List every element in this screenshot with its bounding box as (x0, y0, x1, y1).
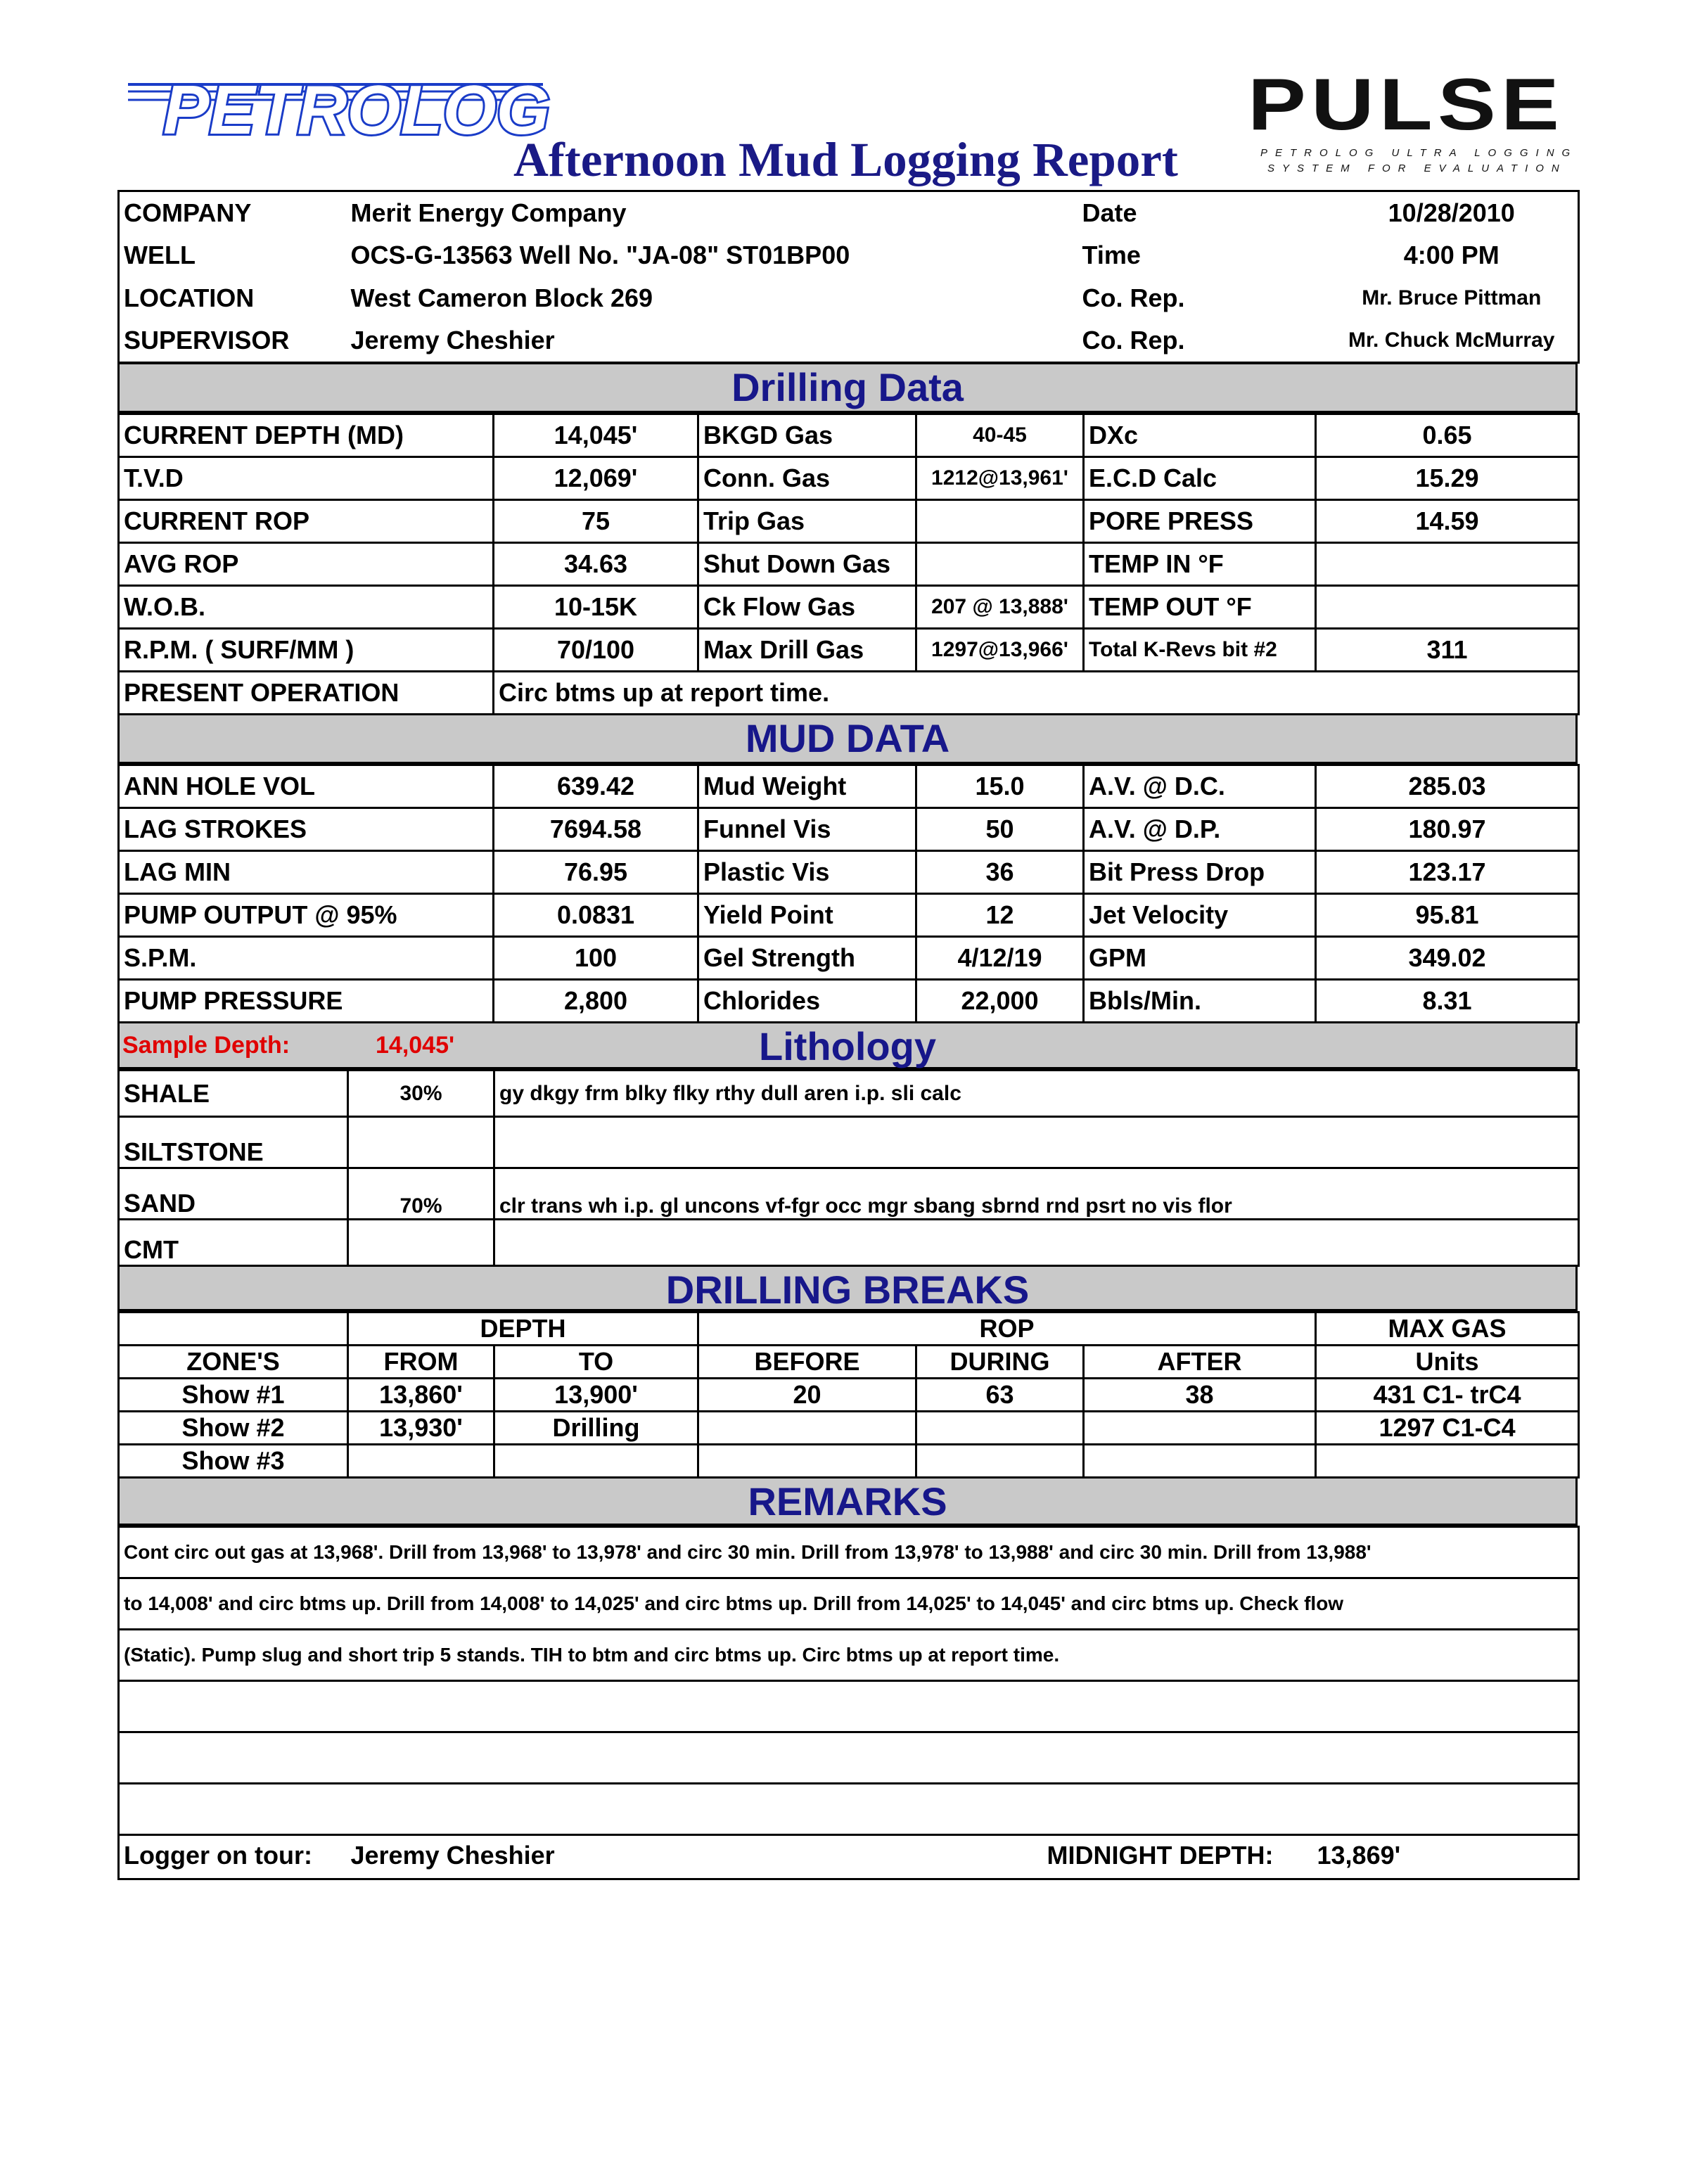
row-label: Bbls/Min. (1084, 980, 1316, 1023)
info-label-location: LOCATION (124, 283, 255, 312)
row-value: 180.97 (1316, 808, 1579, 851)
lithology-name: CMT (119, 1220, 348, 1266)
mud-row (119, 894, 1579, 937)
remarks-line: Cont circ out gas at 13,968'. Drill from 13,968' to 13,978' and circ 30 min. Drill from 13,978' to 13,988' and circ 30 min. Drill from 13,988' (119, 1527, 1579, 1578)
row-label: Total K-Revs bit #2 (1084, 629, 1316, 672)
lithology-row (119, 1220, 1579, 1266)
during-cell (916, 1412, 1084, 1445)
row-value (916, 543, 1084, 586)
info-value-location: West Cameron Block 269 (350, 283, 653, 312)
after-cell: 38 (1084, 1379, 1316, 1412)
report-title: Afternoon Mud Logging Report (513, 133, 1178, 186)
row-value: 1297@13,966' (916, 629, 1084, 672)
before-cell (698, 1445, 916, 1478)
drilling-row (119, 414, 1579, 457)
row-value: 285.03 (1316, 765, 1579, 808)
info-value-time: 4:00 PM (1403, 241, 1500, 269)
drilling-data-title: Drilling Data (731, 365, 964, 409)
info-value-supervisor: Jeremy Cheshier (350, 326, 555, 355)
col-from: FROM (348, 1346, 494, 1379)
row-label: Plastic Vis (698, 851, 916, 894)
row-label: AVG ROP (119, 543, 494, 586)
row-label: TEMP OUT °F (1084, 586, 1316, 629)
row-label: ANN HOLE VOL (119, 765, 494, 808)
row-value: 15.29 (1316, 457, 1579, 500)
row-label: LAG STROKES (119, 808, 494, 851)
row-label: R.P.M. ( SURF/MM ) (119, 629, 494, 672)
row-value: 95.81 (1316, 894, 1579, 937)
lithology-description: clr trans wh i.p. gl uncons vf-fgr occ mgr sbang sbrnd rnd psrt no vis flor (494, 1168, 1579, 1220)
row-label: CURRENT ROP (119, 500, 494, 543)
row-value: 14,045' (494, 414, 698, 457)
row-value: 123.17 (1316, 851, 1579, 894)
row-value: 70/100 (494, 629, 698, 672)
pulse-tagline-2: SYSTEM FOR EVALUATION (1267, 162, 1567, 174)
mud-row (119, 980, 1579, 1023)
row-value: 0.65 (1316, 414, 1579, 457)
row-label: PUMP OUTPUT @ 95% (119, 894, 494, 937)
remarks-band (117, 1476, 1578, 1526)
row-value: 4/12/19 (916, 937, 1084, 980)
col-to: TO (494, 1346, 698, 1379)
petrolog-logo-text: PETROLOG (163, 71, 550, 148)
row-value: 12 (916, 894, 1084, 937)
row-label: BKGD Gas (698, 414, 916, 457)
row-value: 2,800 (494, 980, 698, 1023)
row-label: DXc (1084, 414, 1316, 457)
drilling-row (119, 543, 1579, 586)
row-label: PORE PRESS (1084, 500, 1316, 543)
mud-row (119, 851, 1579, 894)
sample-depth-label: Sample Depth: (122, 1032, 290, 1059)
lithology-band (117, 1021, 1578, 1069)
row-value: 311 (1316, 629, 1579, 672)
present-operation-row (119, 672, 1579, 715)
present-operation-value: Circ btms up at report time. (494, 672, 1579, 715)
row-label: CURRENT DEPTH (MD) (119, 414, 494, 457)
row-value (1316, 586, 1579, 629)
lithology-row (119, 1117, 1579, 1168)
from-cell: 13,860' (348, 1379, 494, 1412)
lithology-name: SHALE (119, 1071, 348, 1117)
mud-row (119, 765, 1579, 808)
row-label: GPM (1084, 937, 1316, 980)
row-label: W.O.B. (119, 586, 494, 629)
remarks-title: REMARKS (748, 1479, 947, 1524)
info-value-company: Merit Energy Company (350, 198, 627, 227)
col-zones: ZONE'S (119, 1346, 348, 1379)
row-value: 40-45 (916, 414, 1084, 457)
to-cell (494, 1445, 698, 1478)
col-before: BEFORE (698, 1346, 916, 1379)
lithology-description: gy dkgy frm blky flky rthy dull aren i.p. sli calc (494, 1071, 1579, 1117)
row-value: 8.31 (1316, 980, 1579, 1023)
row-value: 75 (494, 500, 698, 543)
row-value: 207 @ 13,888' (916, 586, 1084, 629)
lithology-title: Lithology (759, 1024, 936, 1068)
zone-cell: Show #2 (119, 1412, 348, 1445)
row-label: Mud Weight (698, 765, 916, 808)
lithology-row (119, 1168, 1579, 1220)
column-headers (119, 1346, 1579, 1379)
pulse-logo (1246, 72, 1570, 181)
petrolog-logo (121, 69, 557, 157)
row-value: 10-15K (494, 586, 698, 629)
during-cell (916, 1445, 1084, 1478)
col-during: DURING (916, 1346, 1084, 1379)
max-gas-header: MAX GAS (1316, 1313, 1579, 1346)
row-label: Chlorides (698, 980, 916, 1023)
mud-data-title: MUD DATA (745, 716, 950, 760)
row-value: 50 (916, 808, 1084, 851)
lithology-description (494, 1220, 1579, 1266)
col-units: Units (1316, 1346, 1579, 1379)
remarks-line: (Static). Pump slug and short trip 5 stands. TIH to btm and circ btms up. Circ btms up at report time. (119, 1630, 1579, 1681)
row-value (1316, 543, 1579, 586)
row-label: Gel Strength (698, 937, 916, 980)
row-label: PUMP PRESSURE (119, 980, 494, 1023)
drilling-data-table (117, 413, 1580, 715)
sample-depth-value: 14,045' (376, 1032, 455, 1059)
remarks-line (119, 1784, 1579, 1835)
mud-data-table (117, 764, 1580, 1023)
drilling-row (119, 500, 1579, 543)
row-label: Jet Velocity (1084, 894, 1316, 937)
info-label-company: COMPANY (124, 198, 252, 227)
pulse-tagline-1: PETROLOG ULTRA LOGGING (1260, 147, 1570, 159)
logger-value: Jeremy Cheshier (350, 1841, 555, 1870)
remarks-table (117, 1526, 1580, 1836)
row-label: E.C.D Calc (1084, 457, 1316, 500)
info-label-corep-2: Co. Rep. (1082, 326, 1185, 355)
depth-header: DEPTH (348, 1313, 698, 1346)
row-value: 14.59 (1316, 500, 1579, 543)
info-value-well: OCS-G-13563 Well No. "JA-08" ST01BP00 (350, 241, 850, 269)
table-row (119, 1445, 1579, 1478)
info-value-corep-1: Mr. Bruce Pittman (1362, 286, 1542, 309)
remarks-line: to 14,008' and circ btms up. Drill from 14,008' to 14,025' and circ btms up. Drill from 14,025' to 14,045' and circ btms up. Check flow (119, 1578, 1579, 1630)
drilling-breaks-table (117, 1311, 1580, 1479)
drilling-row (119, 457, 1579, 500)
row-value: 1212@13,961' (916, 457, 1084, 500)
lithology-table (117, 1069, 1580, 1267)
present-operation-label: PRESENT OPERATION (119, 672, 494, 715)
row-value (916, 500, 1084, 543)
midnight-depth-label: MIDNIGHT DEPTH: (1047, 1841, 1274, 1870)
row-value: 36 (916, 851, 1084, 894)
from-cell (348, 1445, 494, 1478)
after-cell (1084, 1445, 1316, 1478)
col-after: AFTER (1084, 1346, 1316, 1379)
drilling-breaks-title: DRILLING BREAKS (665, 1267, 1030, 1312)
remarks-line (119, 1681, 1579, 1732)
info-value-date: 10/28/2010 (1388, 198, 1515, 227)
row-value: 12,069' (494, 457, 698, 500)
row-label: A.V. @ D.C. (1084, 765, 1316, 808)
midnight-depth-value: 13,869' (1317, 1841, 1401, 1870)
after-cell (1084, 1412, 1316, 1445)
lithology-percent: 70% (348, 1168, 494, 1220)
logger-label: Logger on tour: (124, 1841, 312, 1870)
footer-row (117, 1834, 1580, 1880)
units-cell: 1297 C1-C4 (1316, 1412, 1579, 1445)
before-cell (698, 1412, 916, 1445)
info-label-corep-1: Co. Rep. (1082, 283, 1185, 312)
lithology-name: SAND (119, 1168, 348, 1220)
row-value: 34.63 (494, 543, 698, 586)
lithology-percent (348, 1117, 494, 1168)
row-value: 639.42 (494, 765, 698, 808)
zone-cell: Show #3 (119, 1445, 348, 1478)
row-label: Bit Press Drop (1084, 851, 1316, 894)
before-cell: 20 (698, 1379, 916, 1412)
drilling-data-band (117, 362, 1578, 413)
row-value: 76.95 (494, 851, 698, 894)
row-label: LAG MIN (119, 851, 494, 894)
table-row (119, 1379, 1579, 1412)
during-cell: 63 (916, 1379, 1084, 1412)
table-row (119, 1412, 1579, 1445)
lithology-name: SILTSTONE (119, 1117, 348, 1168)
units-cell: 431 C1- trC4 (1316, 1379, 1579, 1412)
row-value: 100 (494, 937, 698, 980)
lithology-percent (348, 1220, 494, 1266)
row-value: 7694.58 (494, 808, 698, 851)
mud-row (119, 937, 1579, 980)
row-label: TEMP IN °F (1084, 543, 1316, 586)
row-label: A.V. @ D.P. (1084, 808, 1316, 851)
rop-header: ROP (698, 1313, 1316, 1346)
row-label: Yield Point (698, 894, 916, 937)
info-label-date: Date (1082, 198, 1137, 227)
units-cell (1316, 1445, 1579, 1478)
lithology-description (494, 1117, 1579, 1168)
drilling-row (119, 629, 1579, 672)
row-label: Ck Flow Gas (698, 586, 916, 629)
row-label: Shut Down Gas (698, 543, 916, 586)
info-label-time: Time (1082, 241, 1141, 269)
info-block (117, 190, 1580, 364)
row-label: T.V.D (119, 457, 494, 500)
row-label: Funnel Vis (698, 808, 916, 851)
row-value: 22,000 (916, 980, 1084, 1023)
to-cell: 13,900' (494, 1379, 698, 1412)
row-value: 349.02 (1316, 937, 1579, 980)
row-label: Max Drill Gas (698, 629, 916, 672)
zone-cell: Show #1 (119, 1379, 348, 1412)
remarks-line (119, 1732, 1579, 1784)
row-label: S.P.M. (119, 937, 494, 980)
drilling-breaks-band (117, 1265, 1578, 1311)
drilling-row (119, 586, 1579, 629)
row-value: 0.0831 (494, 894, 698, 937)
row-value: 15.0 (916, 765, 1084, 808)
info-value-corep-2: Mr. Chuck McMurray (1348, 328, 1555, 352)
pulse-logo-text: PULSE (1248, 72, 1564, 146)
row-label: Trip Gas (698, 500, 916, 543)
to-cell: Drilling (494, 1412, 698, 1445)
lithology-percent: 30% (348, 1071, 494, 1117)
from-cell: 13,930' (348, 1412, 494, 1445)
row-label: Conn. Gas (698, 457, 916, 500)
info-label-supervisor: SUPERVISOR (124, 326, 290, 355)
lithology-row (119, 1071, 1579, 1117)
info-label-well: WELL (124, 241, 196, 269)
mud-data-band (117, 713, 1578, 764)
mud-row (119, 808, 1579, 851)
